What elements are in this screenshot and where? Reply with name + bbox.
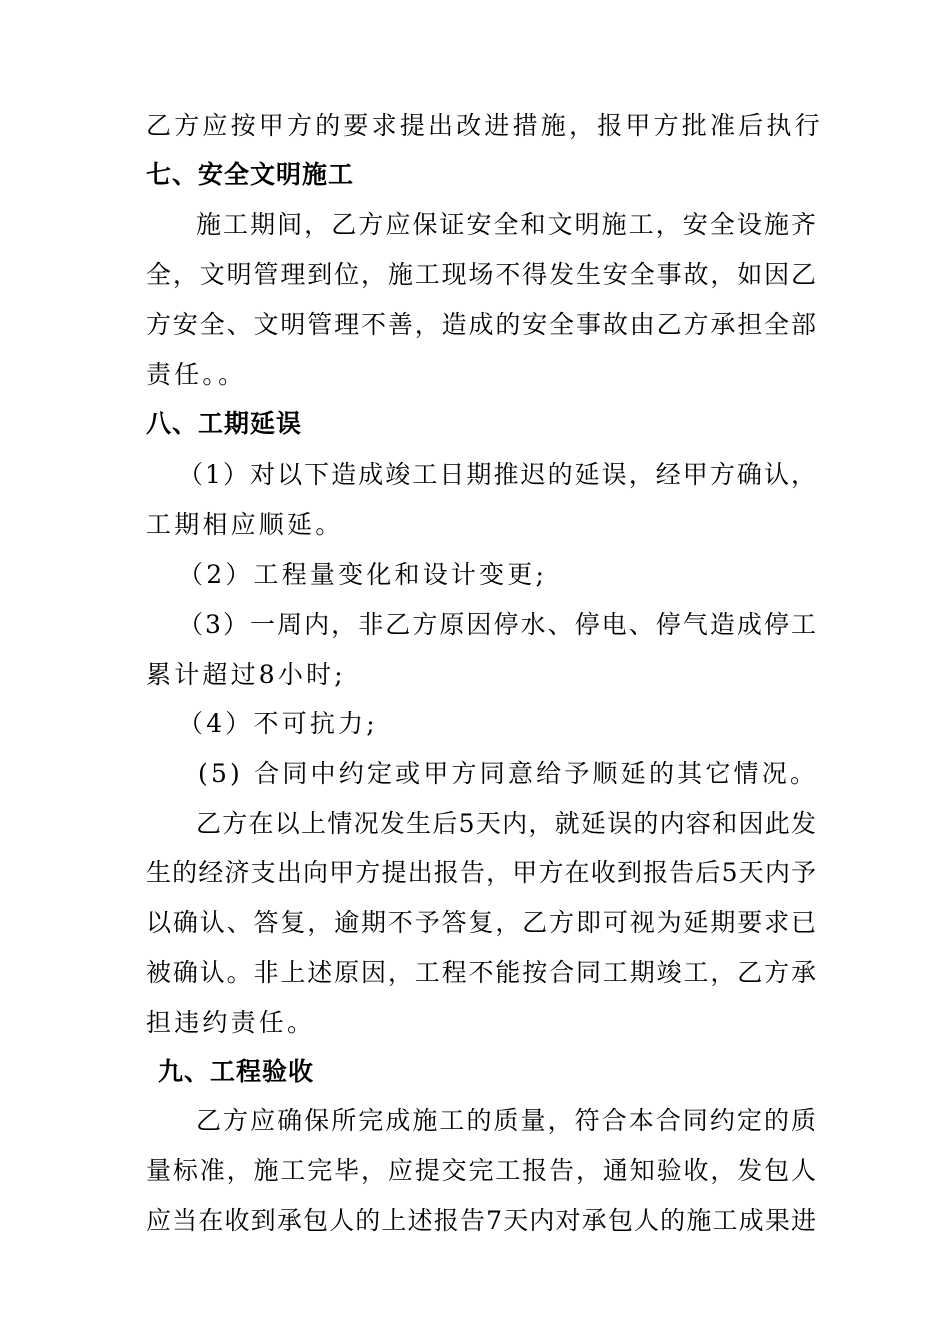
text-line: 方安全、文明管理不善，造成的安全事故由乙方承担全部: [146, 310, 816, 339]
text-line: 生的经济支出向甲方提出报告，甲方在收到报告后5天内予: [146, 858, 816, 887]
text-line: 责任。。: [146, 360, 247, 389]
text-line: 乙方应确保所完成施工的质量，符合本合同约定的质: [196, 1106, 816, 1135]
text-line: 乙方在以上情况发生后5天内，就延误的内容和因此发: [196, 809, 816, 838]
text-line: 施工期间，乙方应保证安全和文明施工，安全设施齐: [196, 210, 816, 239]
text-line: 被确认。非上述原因，工程不能按合同工期竣工，乙方承: [146, 958, 816, 987]
text-line: 累计超过8小时;: [146, 660, 346, 689]
text-line: 全，文明管理到位，施工现场不得发生安全事故，如因乙: [146, 260, 816, 289]
list-item: （4）不可抗力;: [178, 709, 378, 738]
text-line: 以确认、答复，逾期不予答复，乙方即可视为延期要求已: [146, 908, 816, 937]
list-item: （3）一周内，非乙方原因停水、停电、停气造成停工: [178, 610, 816, 639]
text-line: 工期相应顺延。: [146, 510, 344, 539]
text-line: 量标准，施工完毕，应提交完工报告，通知验收，发包人: [146, 1156, 816, 1185]
section-heading-7: 七、安全文明施工: [146, 160, 355, 189]
list-item: （2）工程量变化和设计变更;: [178, 560, 548, 589]
section-heading-9: 九、工程验收: [158, 1057, 315, 1086]
section-heading-8: 八、工期延误: [146, 409, 303, 438]
list-item: （1）对以下造成竣工日期推迟的延误，经甲方确认，: [178, 460, 816, 489]
text-line: 担违约责任。: [146, 1008, 316, 1037]
list-item: (5) 合同中约定或甲方同意给予顺延的其它情况。: [198, 759, 819, 788]
text-line: 乙方应按甲方的要求提出改进措施，报甲方批准后执行: [146, 111, 823, 140]
text-line: 应当在收到承包人的上述报告7天内对承包人的施工成果进: [146, 1206, 816, 1235]
